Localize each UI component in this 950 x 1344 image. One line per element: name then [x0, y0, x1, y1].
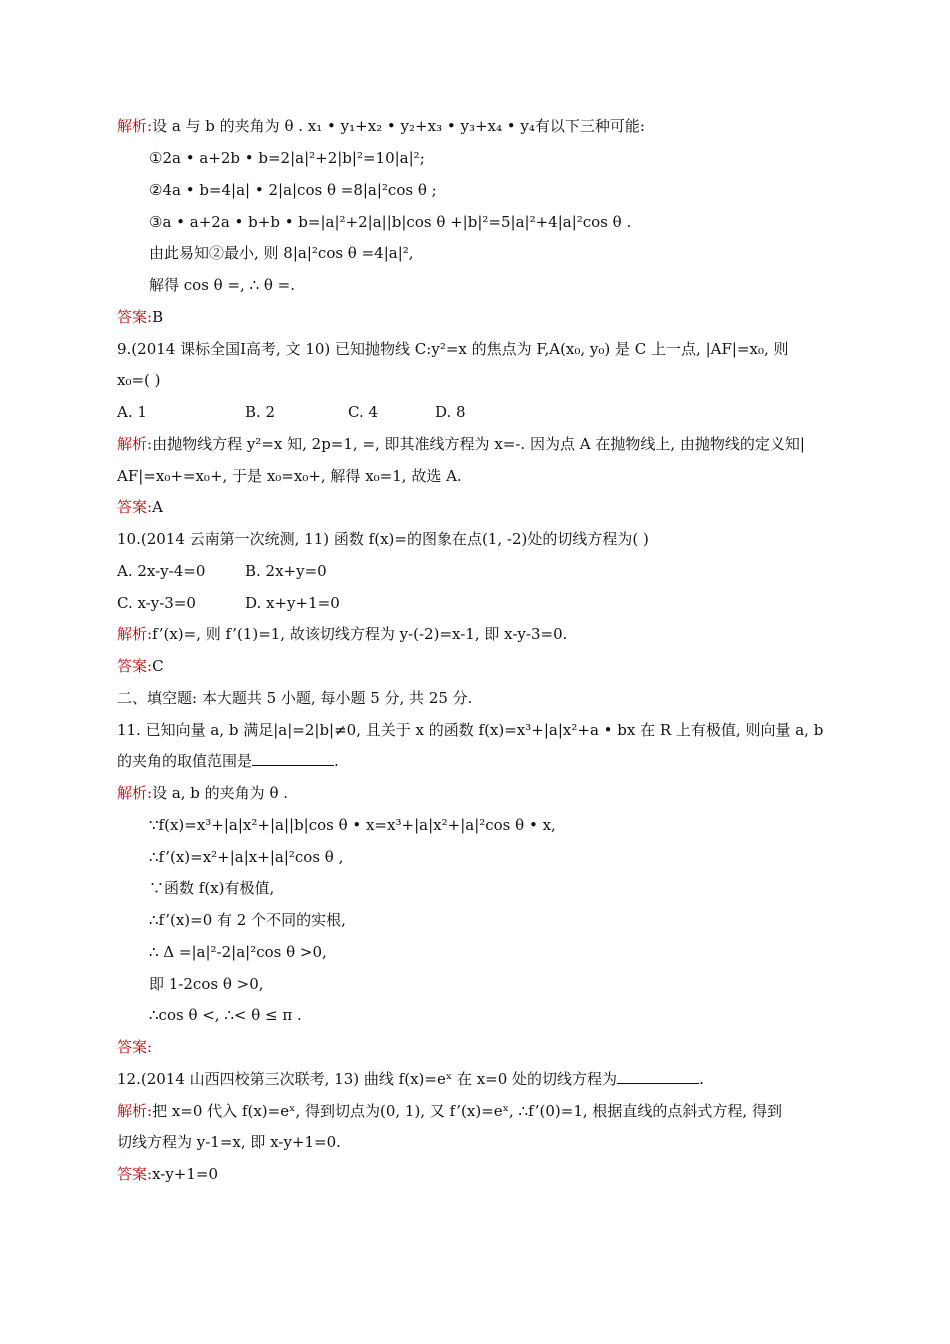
q9-stem-line-2: x₀=( ) [117, 371, 161, 389]
q8-case-1: ①2a • a+2b • b=2|a|²+2|b|²=10|a|²; [149, 149, 425, 167]
q11-stem-end: . [334, 752, 339, 770]
q11-answer-blank [252, 751, 334, 766]
q12-analysis-line-1 [117, 1101, 782, 1121]
q9-option-c: C. 4 [348, 403, 379, 421]
q12-stem-text: 12.(2014 山西四校第三次联考, 13) 曲线 f(x)=eˣ 在 x=0 处的切线方程为 [117, 1070, 618, 1088]
q8-answer: B [152, 308, 164, 326]
q10-options-row-2 [117, 593, 340, 613]
q9-option-b: B. 2 [245, 403, 276, 421]
q10-answer: C [152, 657, 164, 675]
q10-option-a: A. 2x-y-4=0 [117, 562, 206, 580]
q8-analysis-intro: 设 a 与 b 的夹角为 θ . x₁ • y₁+x₂ • y₂+x₃ • y₃+x₄ • y₄有以下三种可能: [152, 117, 645, 135]
analysis-label: 解析: [117, 1102, 153, 1120]
q11-step-1: ∵f(x)=x³+|a|x²+|a||b|cos θ • x=x³+|a|x²+|a|²cos θ • x, [149, 816, 556, 834]
q8-solution: 解得 cos θ =, ∴ θ =. [149, 276, 296, 294]
section-heading: 二、填空题: 本大题共 5 小题, 每小题 5 分, 共 25 分. [117, 689, 473, 707]
q12-stem [117, 1069, 704, 1089]
q11-analysis-intro: 设 a, b 的夹角为 θ . [152, 784, 289, 802]
q11-step-3: ∵函数 f(x)有极值, [149, 879, 275, 897]
q11-answer-line [117, 1037, 152, 1057]
q11-step-5: ∴ Δ =|a|²-2|a|²cos θ >0, [149, 943, 327, 961]
analysis-label: 解析: [117, 784, 153, 802]
q10-analysis-line [117, 624, 567, 644]
q10-stem: 10.(2014 云南第一次统测, 11) 函数 f(x)=的图象在点(1, -2)处的切线方程为( ) [117, 530, 649, 548]
q10-option-b: B. 2x+y=0 [245, 562, 327, 580]
q9-answer: A [152, 498, 163, 516]
analysis-label: 解析: [117, 625, 153, 643]
q11-analysis-line [117, 783, 288, 803]
q9-analysis-line-1 [117, 434, 805, 454]
q11-step-2: ∴f’(x)=x²+|a|x+|a|²cos θ , [149, 848, 344, 866]
q8-conclusion: 由此易知②最小, 则 8|a|²cos θ =4|a|², [149, 244, 414, 262]
q11-step-6: 即 1-2cos θ >0, [149, 975, 264, 993]
q10-option-d: D. x+y+1=0 [245, 594, 340, 612]
q8-answer-line [117, 307, 163, 327]
q12-stem-end: . [699, 1070, 704, 1088]
q12-answer-blank [617, 1069, 699, 1084]
q11-step-7: ∴cos θ <, ∴< θ ≤ π . [149, 1006, 302, 1024]
q9-option-d: D. 8 [435, 403, 466, 421]
q8-analysis-line [117, 116, 645, 136]
q10-answer-line [117, 656, 164, 676]
answer-label: 答案: [117, 657, 153, 675]
q9-stem-line-1: 9.(2014 课标全国Ⅰ高考, 文 10) 已知抛物线 C:y²=x 的焦点为 F,A(x₀, y₀) 是 C 上一点, |AF|=x₀, 则 [117, 340, 789, 358]
q11-stem-line-1: 11. 已知向量 a, b 满足|a|=2|b|≠0, 且关于 x 的函数 f(x)=x³+|a|x²+a • bx 在 R 上有极值, 则向量 a, b [117, 721, 824, 739]
answer-label: 答案: [117, 308, 153, 326]
q11-step-4: ∴f’(x)=0 有 2 个不同的实根, [149, 911, 346, 929]
q9-analysis-text-1: 由抛物线方程 y²=x 知, 2p=1, =, 即其准线方程为 x=-. 因为点 A 在抛物线上, 由抛物线的定义知| [152, 435, 805, 453]
q9-answer-line [117, 497, 163, 517]
q12-answer: x-y+1=0 [152, 1165, 219, 1183]
q10-option-c: C. x-y-3=0 [117, 594, 196, 612]
analysis-label: 解析: [117, 435, 153, 453]
q12-answer-line [117, 1164, 218, 1184]
q12-analysis-line-2: 切线方程为 y-1=x, 即 x-y+1=0. [117, 1133, 341, 1151]
answer-label: 答案: [117, 1038, 153, 1056]
q10-options-row-1 [117, 561, 327, 581]
q11-stem-line-2 [117, 751, 339, 771]
q9-options [117, 402, 466, 422]
analysis-label: 解析: [117, 117, 153, 135]
q10-analysis: f’(x)=, 则 f’(1)=1, 故该切线方程为 y-(-2)=x-1, 即 x-y-3=0. [152, 625, 568, 643]
q11-stem-text: 的夹角的取值范围是 [117, 752, 253, 770]
q9-option-a: A. 1 [117, 403, 147, 421]
q8-case-2: ②4a • b=4|a| • 2|a|cos θ =8|a|²cos θ ; [149, 181, 437, 199]
q12-analysis-text-1: 把 x=0 代入 f(x)=eˣ, 得到切点为(0, 1), 又 f’(x)=eˣ, ∴f’(0)=1, 根据直线的点斜式方程, 得到 [152, 1102, 782, 1120]
answer-label: 答案: [117, 498, 153, 516]
q9-analysis-line-2: AF|=x₀+=x₀+, 于是 x₀=x₀+, 解得 x₀=1, 故选 A. [117, 467, 462, 485]
answer-label: 答案: [117, 1165, 153, 1183]
q8-case-3: ③a • a+2a • b+b • b=|a|²+2|a||b|cos θ +|b|²=5|a|²+4|a|²cos θ . [149, 213, 632, 231]
